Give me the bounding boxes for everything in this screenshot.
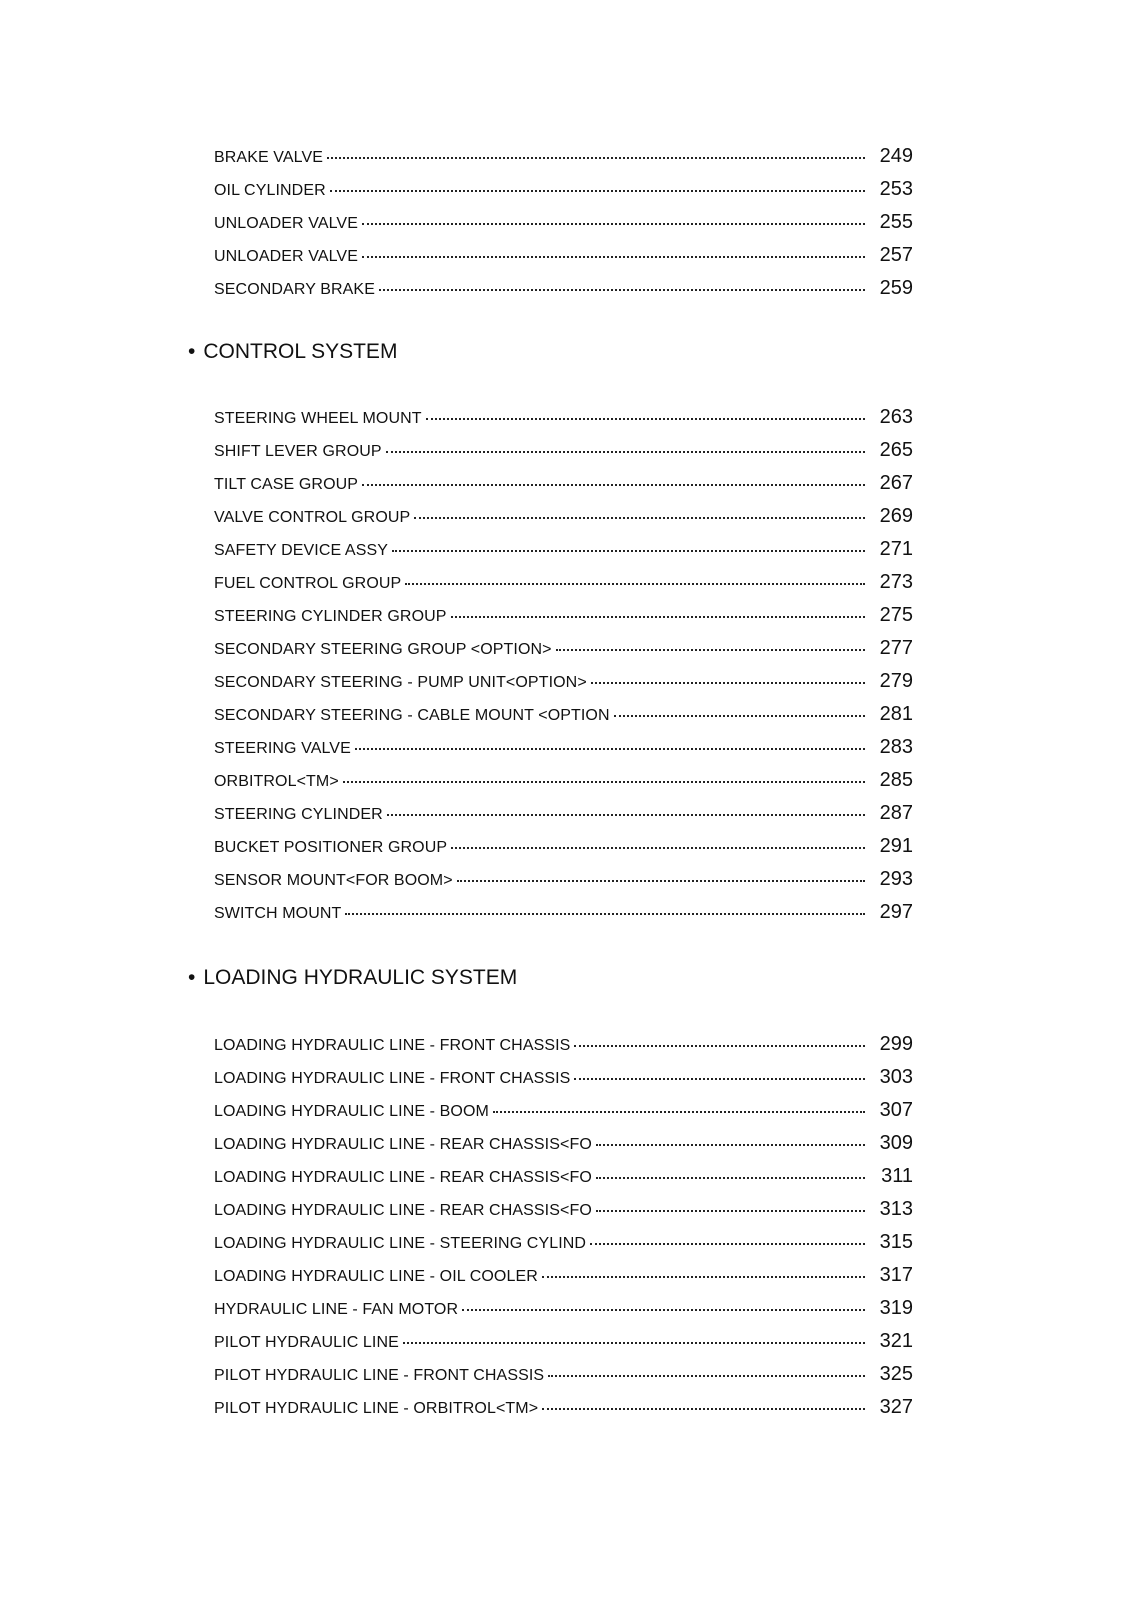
- toc-entry-page: 257: [879, 244, 913, 266]
- toc-entry-page: 299: [879, 1033, 913, 1055]
- toc-entry[interactable]: [214, 145, 913, 171]
- dot-leader: [542, 1276, 865, 1278]
- toc-entry[interactable]: [214, 1330, 913, 1356]
- toc-entry-title: LOADING HYDRAULIC LINE - STEERING CYLIND: [214, 1235, 587, 1252]
- toc-entry[interactable]: [214, 277, 913, 303]
- dot-leader: [462, 1309, 865, 1311]
- toc-entry-page: 297: [879, 901, 913, 923]
- toc-entry-page: 319: [879, 1297, 913, 1319]
- toc-entry[interactable]: [214, 1363, 913, 1389]
- toc-entry-page: 307: [879, 1099, 913, 1121]
- toc-entry-page: 321: [879, 1330, 913, 1352]
- toc-entry-page: 287: [879, 802, 913, 824]
- toc-entry-page: 309: [879, 1132, 913, 1154]
- toc-entry[interactable]: [214, 1132, 913, 1158]
- toc-entry-title: OIL CYLINDER: [214, 182, 326, 199]
- dot-leader: [379, 289, 865, 291]
- dot-leader: [362, 256, 865, 258]
- dot-leader: [574, 1078, 865, 1080]
- toc-entry[interactable]: [214, 868, 913, 894]
- toc-entry-title: UNLOADER VALVE: [214, 215, 358, 232]
- toc-entry[interactable]: [214, 505, 913, 531]
- dot-leader: [457, 880, 865, 882]
- toc-entry[interactable]: [214, 1297, 913, 1323]
- toc-entry-title: LOADING HYDRAULIC LINE - OIL COOLER: [214, 1268, 538, 1285]
- toc-entry-page: 285: [879, 769, 913, 791]
- toc-entry-page: 303: [879, 1066, 913, 1088]
- toc-entry-page: 255: [879, 211, 913, 233]
- toc-entry-title: FUEL CONTROL GROUP: [214, 575, 402, 592]
- toc-entry[interactable]: [214, 178, 913, 204]
- toc-entry-page: 249: [879, 145, 913, 167]
- toc-entry-title: SWITCH MOUNT: [214, 905, 342, 922]
- toc-entry[interactable]: [214, 1231, 913, 1257]
- toc-entry-title: BRAKE VALVE: [214, 149, 323, 166]
- toc-entry[interactable]: [214, 604, 913, 630]
- dot-leader: [426, 418, 865, 420]
- toc-entry[interactable]: [214, 406, 913, 432]
- toc-entry-title: SECONDARY STEERING - PUMP UNIT<OPTION>: [214, 674, 587, 691]
- toc-entry[interactable]: [214, 1264, 913, 1290]
- toc-entry-page: 313: [879, 1198, 913, 1220]
- toc-entry-page: 281: [879, 703, 913, 725]
- dot-leader: [414, 517, 865, 519]
- toc-entry-title: LOADING HYDRAULIC LINE - FRONT CHASSIS: [214, 1070, 571, 1087]
- dot-leader: [556, 649, 865, 651]
- section-heading-label: LOADING HYDRAULIC SYSTEM: [203, 966, 518, 989]
- toc-entry-title: SAFETY DEVICE ASSY: [214, 542, 389, 559]
- toc-entry-title: STEERING WHEEL MOUNT: [214, 410, 422, 427]
- dot-leader: [590, 1243, 865, 1245]
- section-heading-label: CONTROL SYSTEM: [203, 340, 398, 363]
- toc-entry-page: 283: [879, 736, 913, 758]
- toc-entry[interactable]: [214, 439, 913, 465]
- toc-entry-title: VALVE CONTROL GROUP: [214, 509, 411, 526]
- toc-entry-page: 267: [879, 472, 913, 494]
- toc-entry-page: 265: [879, 439, 913, 461]
- toc-entry-title: LOADING HYDRAULIC LINE - BOOM: [214, 1103, 489, 1120]
- toc-entry-title: TILT CASE GROUP: [214, 476, 359, 493]
- toc-entry-title: SECONDARY STEERING - CABLE MOUNT <OPTION: [214, 707, 610, 724]
- section-heading: [188, 966, 517, 990]
- toc-entry[interactable]: [214, 703, 913, 729]
- toc-entry-title: SECONDARY STEERING GROUP <OPTION>: [214, 641, 552, 658]
- toc-entry[interactable]: [214, 802, 913, 828]
- dot-leader: [548, 1375, 865, 1377]
- dot-leader: [405, 583, 865, 585]
- bullet-icon: •: [188, 340, 196, 363]
- toc-entry[interactable]: [214, 835, 913, 861]
- toc-entry[interactable]: [214, 571, 913, 597]
- toc-entry-page: 327: [879, 1396, 913, 1418]
- toc-entry-page: 273: [879, 571, 913, 593]
- toc-entry-page: 315: [879, 1231, 913, 1253]
- toc-entry[interactable]: [214, 901, 913, 927]
- toc-entry[interactable]: [214, 1033, 913, 1059]
- toc-entry-title: LOADING HYDRAULIC LINE - REAR CHASSIS<FO: [214, 1202, 592, 1219]
- toc-entry-title: STEERING CYLINDER: [214, 806, 383, 823]
- toc-entry-page: 293: [879, 868, 913, 890]
- dot-leader: [596, 1210, 865, 1212]
- toc-entry-page: 269: [879, 505, 913, 527]
- dot-leader: [542, 1408, 865, 1410]
- toc-entry-title: UNLOADER VALVE: [214, 248, 358, 265]
- toc-entry-title: PILOT HYDRAULIC LINE: [214, 1334, 399, 1351]
- toc-entry-title: BUCKET POSITIONER GROUP: [214, 839, 448, 856]
- dot-leader: [403, 1342, 865, 1344]
- toc-entry-title: LOADING HYDRAULIC LINE - REAR CHASSIS<FO: [214, 1136, 592, 1153]
- toc-entry[interactable]: [214, 472, 913, 498]
- toc-entry-page: 291: [879, 835, 913, 857]
- dot-leader: [596, 1177, 865, 1179]
- toc-entry[interactable]: [214, 1165, 913, 1191]
- dot-leader: [614, 715, 865, 717]
- dot-leader: [343, 781, 865, 783]
- toc-entry-title: PILOT HYDRAULIC LINE - FRONT CHASSIS: [214, 1367, 545, 1384]
- toc-entry[interactable]: [214, 637, 913, 663]
- toc-entry-page: 311: [881, 1165, 913, 1187]
- toc-entry-title: STEERING CYLINDER GROUP: [214, 608, 447, 625]
- toc-entry[interactable]: [214, 211, 913, 237]
- toc-entry-page: 259: [879, 277, 913, 299]
- dot-leader: [574, 1045, 865, 1047]
- toc-entry[interactable]: [214, 670, 913, 696]
- toc-entry-title: STEERING VALVE: [214, 740, 351, 757]
- dot-leader: [392, 550, 865, 552]
- toc-entry-title: HYDRAULIC LINE - FAN MOTOR: [214, 1301, 459, 1318]
- dot-leader: [451, 847, 865, 849]
- toc-entry-title: LOADING HYDRAULIC LINE - FRONT CHASSIS: [214, 1037, 571, 1054]
- dot-leader: [451, 616, 865, 618]
- toc-entry[interactable]: [214, 1066, 913, 1092]
- toc-entry[interactable]: [214, 1099, 913, 1125]
- toc-entry-title: SENSOR MOUNT<FOR BOOM>: [214, 872, 453, 889]
- toc-entry-page: 277: [879, 637, 913, 659]
- toc-entry-title: LOADING HYDRAULIC LINE - REAR CHASSIS<FO: [214, 1169, 592, 1186]
- toc-entry[interactable]: [214, 538, 913, 564]
- dot-leader: [591, 682, 865, 684]
- toc-entry-title: ORBITROL<TM>: [214, 773, 339, 790]
- section-heading: [188, 340, 397, 364]
- toc-entry-title: SHIFT LEVER GROUP: [214, 443, 382, 460]
- bullet-icon: •: [188, 966, 196, 989]
- dot-leader: [386, 451, 865, 453]
- toc-entry-page: 325: [879, 1363, 913, 1385]
- toc-entry-page: 275: [879, 604, 913, 626]
- toc-entry-page: 263: [879, 406, 913, 428]
- toc-entry-title: SECONDARY BRAKE: [214, 281, 375, 298]
- toc-entry[interactable]: [214, 1396, 913, 1422]
- toc-entry-page: 253: [879, 178, 913, 200]
- toc-entry[interactable]: [214, 769, 913, 795]
- toc-entry-title: PILOT HYDRAULIC LINE - ORBITROL<TM>: [214, 1400, 539, 1417]
- dot-leader: [387, 814, 865, 816]
- dot-leader: [493, 1111, 865, 1113]
- toc-entry-page: 271: [879, 538, 913, 560]
- dot-leader: [330, 190, 865, 192]
- dot-leader: [355, 748, 865, 750]
- toc-entry[interactable]: [214, 736, 913, 762]
- dot-leader: [345, 913, 865, 915]
- dot-leader: [362, 223, 865, 225]
- dot-leader: [362, 484, 865, 486]
- toc-entry-page: 317: [879, 1264, 913, 1286]
- dot-leader: [327, 157, 865, 159]
- toc-entry[interactable]: [214, 244, 913, 270]
- toc-entry[interactable]: [214, 1198, 913, 1224]
- toc-entry-page: 279: [879, 670, 913, 692]
- dot-leader: [596, 1144, 865, 1146]
